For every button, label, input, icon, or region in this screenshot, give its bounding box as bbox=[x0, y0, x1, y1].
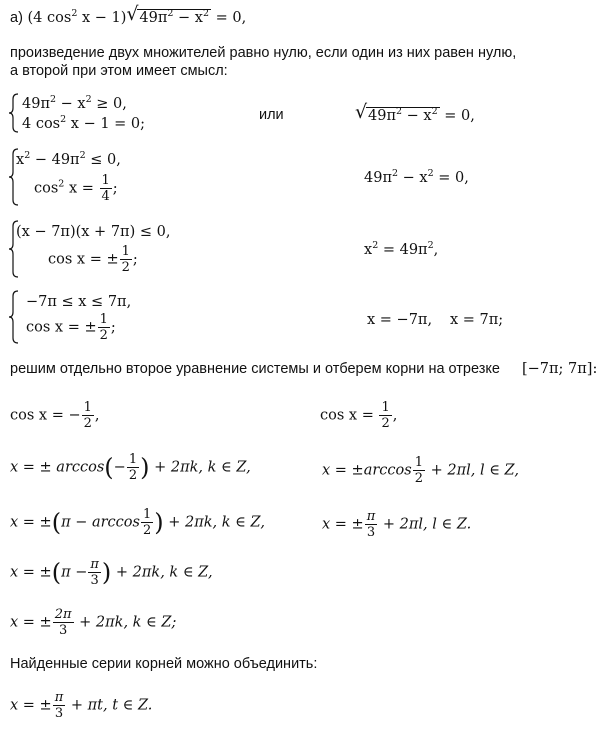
exp: 2 bbox=[427, 240, 434, 251]
t: , bbox=[392, 407, 398, 424]
t: x = ± bbox=[10, 697, 52, 714]
problem-equation bbox=[10, 3, 247, 26]
fraction bbox=[53, 607, 74, 638]
problem-label: а) bbox=[10, 10, 23, 26]
t: 49π bbox=[364, 170, 392, 186]
t: ≥ 0, bbox=[91, 96, 127, 112]
rad-a: 49π bbox=[139, 10, 168, 26]
den: 3 bbox=[88, 572, 101, 588]
num: π bbox=[366, 509, 376, 524]
sys3-row1: (x − 7π)(x + 7π) ≤ 0, bbox=[16, 224, 171, 240]
exp: 2 bbox=[60, 114, 67, 125]
cos-eq-right bbox=[320, 400, 397, 431]
system-step2 bbox=[8, 148, 168, 206]
fraction bbox=[53, 690, 66, 721]
t: x bbox=[16, 152, 25, 168]
t: + 2πk, k ∈ Z; bbox=[74, 614, 177, 631]
den: 2 bbox=[414, 471, 423, 486]
sol-right-2 bbox=[322, 509, 471, 540]
sol-left-1 bbox=[10, 452, 251, 483]
t: x = ± bbox=[322, 462, 364, 479]
sys1-row1 bbox=[22, 96, 127, 112]
den: 2 bbox=[128, 468, 138, 483]
t: , bbox=[94, 407, 100, 424]
t: − x bbox=[402, 108, 432, 124]
num: π bbox=[90, 557, 99, 572]
exp: 2 bbox=[202, 8, 210, 19]
t: ≤ 0, bbox=[85, 152, 121, 168]
t: x = bbox=[64, 180, 99, 197]
fraction bbox=[365, 509, 378, 540]
sys4-row2 bbox=[26, 312, 116, 343]
exp: 2 bbox=[427, 168, 434, 179]
sqrt-radical bbox=[355, 101, 440, 124]
exp: 2 bbox=[395, 106, 403, 117]
paren: ( bbox=[51, 558, 62, 587]
sys3-row2 bbox=[48, 244, 138, 275]
t: cos x = ± bbox=[48, 251, 119, 268]
den: 2 bbox=[83, 416, 92, 431]
fraction bbox=[88, 557, 101, 588]
num: 2π bbox=[54, 607, 72, 622]
section2-text: решим отдельно второе уравнение системы и отберем корни на отрезке bbox=[10, 361, 500, 377]
t: = 0, bbox=[439, 108, 475, 124]
exp: 2 bbox=[79, 150, 86, 161]
conclusion-text: Найденные серии корней можно объединить: bbox=[10, 656, 318, 672]
num: 1 bbox=[128, 452, 138, 467]
t: = 49π bbox=[378, 242, 428, 258]
t: cos x = ± bbox=[26, 319, 97, 336]
fraction bbox=[98, 312, 110, 343]
t: cos x = bbox=[320, 407, 379, 424]
step1-right bbox=[355, 101, 475, 124]
sol-left-3 bbox=[10, 557, 213, 588]
eq-factor-tail: x − 1) bbox=[77, 10, 127, 26]
num: 1 bbox=[101, 173, 110, 188]
exp: 2 bbox=[58, 178, 65, 190]
num: 1 bbox=[83, 400, 92, 415]
t: π − bbox=[61, 514, 92, 531]
fraction bbox=[413, 455, 425, 486]
system-step3 bbox=[8, 220, 178, 278]
t: + πt, t ∈ Z. bbox=[66, 697, 153, 714]
sol-left-4 bbox=[10, 607, 176, 638]
sol-right-1 bbox=[322, 455, 519, 486]
intro-line2: а второй при этом имеет смысл: bbox=[10, 63, 228, 79]
t: − bbox=[113, 459, 126, 476]
paren: ) bbox=[140, 453, 150, 482]
sol-left-2 bbox=[10, 507, 265, 538]
den: 3 bbox=[365, 524, 378, 540]
t: , bbox=[433, 242, 439, 258]
t: x − 1 = 0; bbox=[66, 116, 146, 132]
fraction bbox=[82, 400, 94, 431]
t: x = ± bbox=[10, 614, 52, 631]
t: cos x = − bbox=[10, 407, 81, 424]
t: + 2πl, l ∈ Z. bbox=[378, 516, 472, 533]
exp: 2 bbox=[167, 8, 174, 19]
t: 4 cos bbox=[22, 116, 61, 132]
brace-icon bbox=[8, 93, 20, 133]
den: 3 bbox=[53, 622, 74, 638]
or-label: или bbox=[259, 107, 284, 123]
t: arccos bbox=[91, 514, 140, 531]
t: cos bbox=[34, 180, 59, 197]
den: 2 bbox=[381, 416, 390, 431]
num: π bbox=[54, 690, 64, 705]
exp: 2 bbox=[71, 8, 78, 19]
fraction bbox=[100, 173, 112, 204]
t: + 2πk, k ∈ Z, bbox=[111, 564, 213, 581]
num: 1 bbox=[414, 455, 423, 470]
fraction bbox=[379, 400, 391, 431]
t: x = ± bbox=[10, 564, 52, 581]
exp: 2 bbox=[391, 168, 399, 179]
t: + 2πk, k ∈ Z, bbox=[149, 459, 251, 476]
t: x = ± bbox=[10, 514, 52, 531]
radical-sign: √ bbox=[126, 3, 139, 25]
t: x = ± bbox=[322, 516, 364, 533]
num: 1 bbox=[142, 507, 152, 522]
t: 49π bbox=[22, 96, 50, 112]
sys2-row1 bbox=[16, 152, 121, 168]
section2-interval: [−7π; 7π]: bbox=[522, 361, 598, 377]
den: 3 bbox=[53, 705, 66, 721]
sys1-row2 bbox=[22, 116, 145, 132]
paren: ) bbox=[154, 508, 164, 537]
paren: ) bbox=[101, 558, 112, 587]
step3-right bbox=[364, 240, 439, 258]
sys4-row1: −7π ≤ x ≤ 7π, bbox=[26, 294, 132, 310]
exp: 2 bbox=[24, 150, 31, 161]
t: − x bbox=[56, 96, 86, 112]
den: 2 bbox=[142, 523, 152, 538]
exp: 2 bbox=[49, 94, 57, 105]
t: + 2πl, l ∈ Z, bbox=[425, 462, 519, 479]
eq-rhs: = 0, bbox=[211, 10, 247, 26]
sqrt-radical bbox=[126, 3, 211, 26]
final-answer bbox=[10, 690, 152, 721]
system-step4 bbox=[8, 290, 168, 344]
t: − 49π bbox=[30, 152, 80, 168]
t: = 0, bbox=[433, 170, 469, 186]
fraction bbox=[127, 452, 139, 483]
cos-eq-left bbox=[10, 400, 100, 431]
exp: 2 bbox=[372, 240, 379, 251]
system-step1 bbox=[8, 93, 168, 133]
paren: ( bbox=[51, 508, 62, 537]
t: 49π bbox=[368, 108, 396, 124]
den: 2 bbox=[121, 260, 130, 275]
t: x = ± arccos bbox=[10, 459, 105, 476]
t: ; bbox=[132, 251, 138, 268]
t: arccos bbox=[363, 462, 412, 479]
sys2-row2 bbox=[34, 173, 118, 204]
eq-factor: (4 cos bbox=[27, 10, 72, 26]
t: π − bbox=[61, 564, 88, 581]
step4-right-b: x = 7π; bbox=[450, 312, 504, 328]
num: 1 bbox=[121, 244, 130, 259]
exp: 2 bbox=[85, 94, 92, 105]
t: ; bbox=[110, 319, 116, 336]
exp: 2 bbox=[431, 106, 438, 117]
fraction bbox=[120, 244, 132, 275]
t: − x bbox=[398, 170, 428, 186]
step4-right-a: x = −7π, bbox=[367, 312, 433, 328]
num: 1 bbox=[99, 312, 108, 327]
t: x bbox=[364, 242, 373, 258]
den: 2 bbox=[99, 328, 108, 343]
fraction bbox=[141, 507, 153, 538]
paren: ( bbox=[104, 453, 114, 482]
step2-right bbox=[364, 168, 469, 186]
radical-sign: √ bbox=[355, 101, 368, 123]
den: 4 bbox=[101, 189, 110, 204]
rad-b: − x bbox=[173, 10, 203, 26]
t: + 2πk, k ∈ Z, bbox=[163, 514, 265, 531]
t: ; bbox=[112, 180, 118, 197]
intro-line1: произведение двух множителей равно нулю, если один из них равен нулю, bbox=[10, 45, 517, 61]
brace-icon bbox=[8, 290, 20, 344]
num: 1 bbox=[381, 400, 390, 415]
